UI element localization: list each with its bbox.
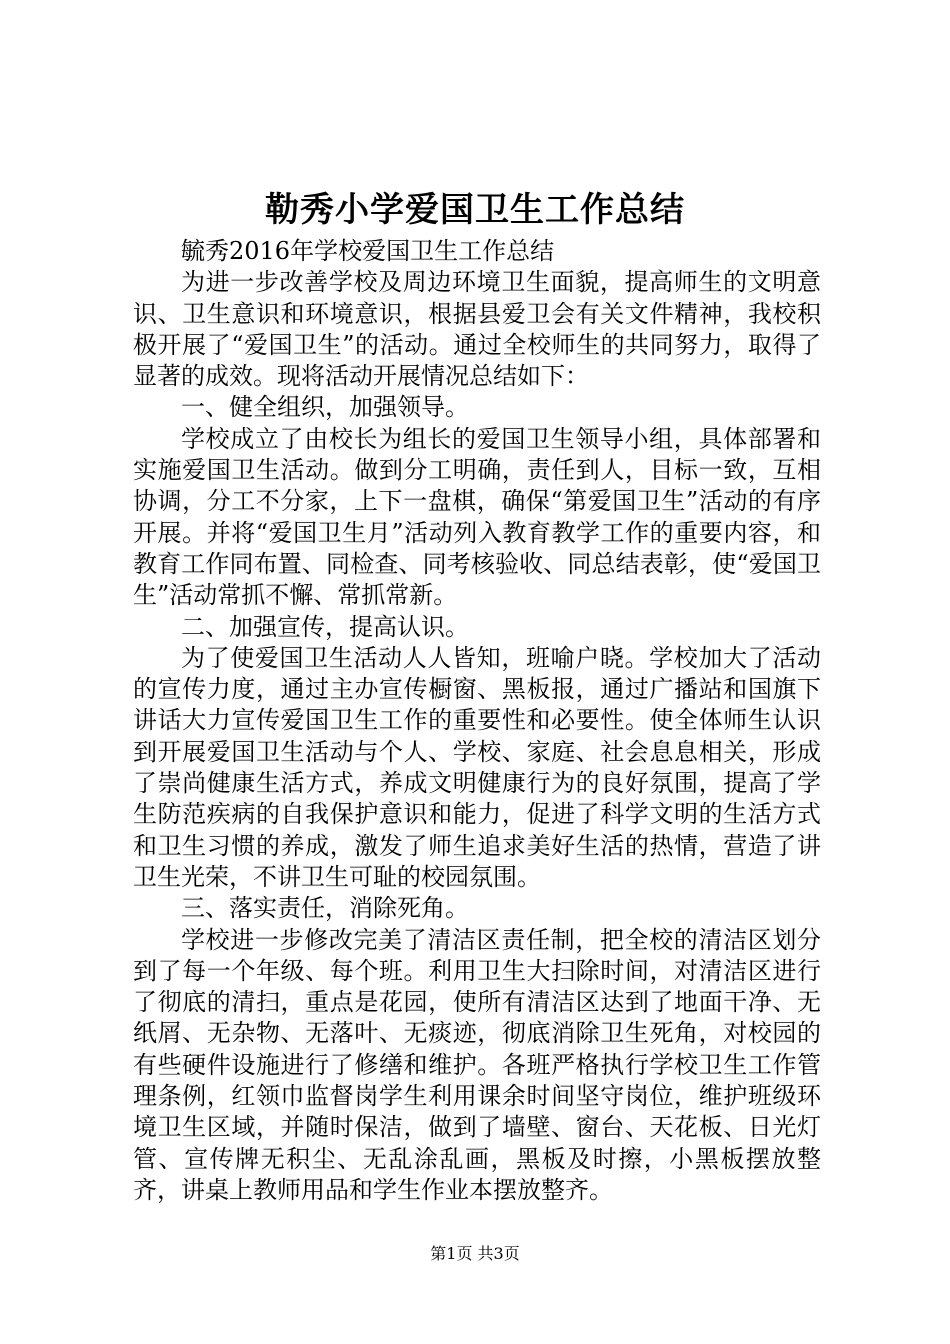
subtitle-line: 毓秀2016年学校爱国卫生工作总结: [181, 237, 555, 265]
section-paragraph-1: 学校成立了由校长为组长的爱国卫生领导小组，具体部署和实施爱国卫生活动。做到分工明确，责任到人，目标一致，互相协调，分工不分家，上下一盘棋，确保“第爱国卫生”活动的有序开展。并将“爱国卫生月”活动列入教育教学工作的重要内容，和教育工作同布置、同检查、同考核验收、同总结表彰，使“爱国卫生”活动常抓不懈、常抓常新。: [133, 424, 821, 610]
page-number-footer: 第1页 共3页: [430, 1244, 520, 1263]
document-title: 勒秀小学爱国卫生工作总结: [265, 190, 685, 230]
section-paragraph-3: 学校进一步修改完美了清洁区责任制，把全校的清洁区划分到了每一个年级、每个班。利用卫生大扫除时间，对清洁区进行了彻底的清扫，重点是花园，使所有清洁区达到了地面干净、无纸屑、无杂物、无落叶、无痰迹，彻底消除卫生死角，对校园的有些硬件设施进行了修缮和维护。各班严格执行学校卫生工作管理条例，红领巾监督岗学生利用课余时间坚守岗位，维护班级环境卫生区域，并随时保洁，做到了墙壁、窗台、天花板、日光灯管、宣传牌无积尘、无乱涂乱画，黑板及时擦，小黑板摆放整齐，讲桌上教师用品和学生作业本摆放整齐。: [133, 925, 821, 1204]
section-heading-1: 一、健全组织，加强领导。: [181, 393, 469, 422]
document-body: [133, 236, 821, 1206]
intro-paragraph: 为进一步改善学校及周边环境卫生面貌，提高师生的文明意识、卫生意识和环境意识，根据县爱卫会有关文件精神，我校积极开展了“爱国卫生”的活动。通过全校师生的共同努力，取得了显著的成效。现将活动开展情况总结如下：: [133, 268, 821, 391]
section-heading-3: 三、落实责任，消除死角。: [181, 894, 469, 923]
section-paragraph-2: 为了使爱国卫生活动人人皆知，班喻户晓。学校加大了活动的宣传力度，通过主办宣传橱窗、黑板报，通过广播站和国旗下讲话大力宣传爱国卫生工作的重要性和必要性。使全体师生认识到开展爱国卫生活动与个人、学校、家庭、社会息息相关，形成了崇尚健康生活方式，养成文明健康行为的良好氛围，提高了学生防范疾病的自我保护意识和能力，促进了科学文明的生活方式和卫生习惯的养成，激发了师生追求美好生活的热情，营造了讲卫生光荣，不讲卫生可耻的校园氛围。: [133, 643, 821, 891]
section-heading-2: 二、加强宣传，提高认识。: [181, 612, 469, 641]
